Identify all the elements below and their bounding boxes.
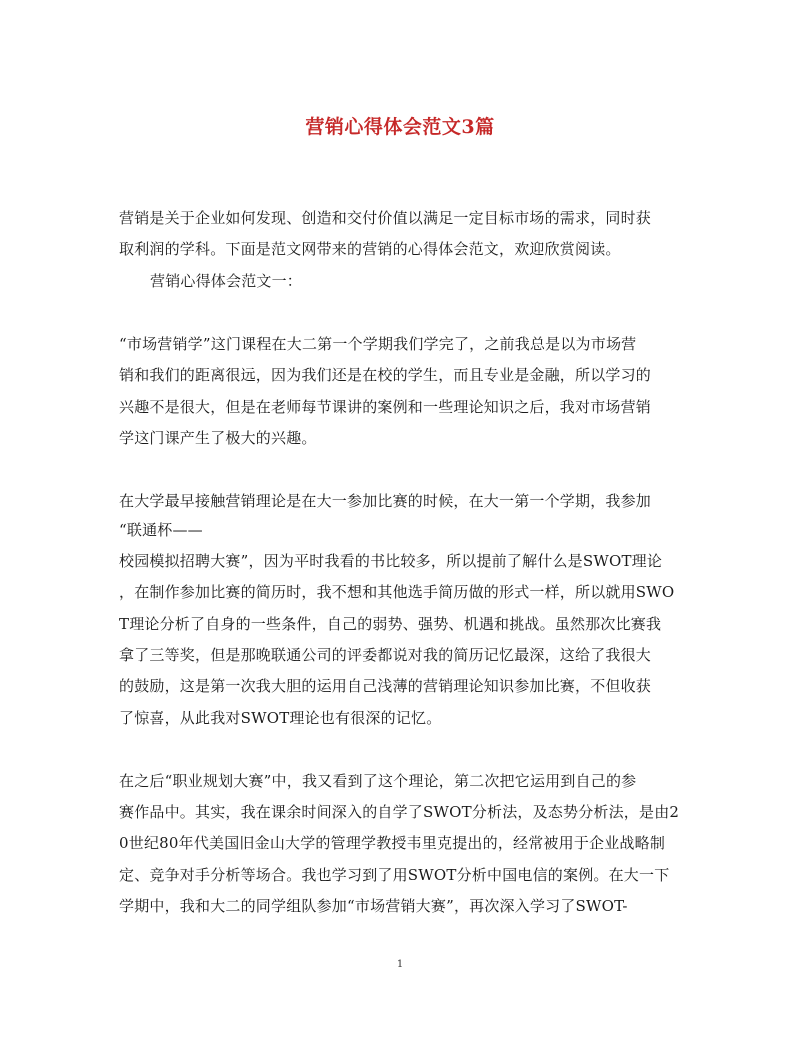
text-line: 在大学最早接触营销理论是在大一参加比赛的时候，在大一第一个学期，我参加 — [119, 492, 652, 510]
page-number: 1 — [396, 959, 404, 970]
text-line: T理论分析了自身的一些条件，自己的弱势、强势、机遇和挑战。虽然那次比赛我 — [119, 615, 662, 633]
text-line: 学期中，我和大二的同学组队参加“市场营销大赛”，再次深入学习了SWOT- — [119, 897, 628, 915]
text-line: 定、竞争对手分析等场合。我也学习到了用SWOT分析中国电信的案例。在大一下 — [119, 866, 670, 884]
text-line: 销和我们的距离很远，因为我们还是在校的学生，而且专业是金融，所以学习的 — [119, 366, 652, 384]
text-line: 拿了三等奖，但是那晚联通公司的评委都说对我的简历记忆最深，这给了我很大 — [119, 646, 652, 664]
text-line: ，在制作参加比赛的简历时，我不想和其他选手简历做的形式一样，所以就用SWO — [119, 583, 675, 601]
text-line: 的鼓励，这是第一次我大胆的运用自己浅薄的营销理论知识参加比赛，不但收获 — [119, 677, 652, 695]
section-heading: 营销心得体会范文一： — [150, 272, 303, 290]
text-line: 赛作品中。其实，我在课余时间深入的自学了SWOT分析法，及态势分析法，是由2 — [119, 803, 680, 821]
text-line: 营销是关于企业如何发现、创造和交付价值以满足一定目标市场的需求，同时获 — [119, 209, 652, 227]
text-line: 了惊喜，从此我对SWOT理论也有很深的记忆。 — [119, 709, 442, 727]
text-line: “市场营销学”这门课程在大二第一个学期我们学完了，之前我总是以为市场营 — [119, 335, 637, 353]
text-line: 学这门课产生了极大的兴趣。 — [119, 429, 317, 447]
text-line: 兴趣不是很大，但是在老师每节课讲的案例和一些理论知识之后，我对市场营销 — [119, 398, 652, 416]
text-line: “联通杯—— — [119, 521, 203, 539]
text-line: 取利润的学科。下面是范文网带来的营销的心得体会范文，欢迎欣赏阅读。 — [119, 240, 621, 258]
text-line: 校园模拟招聘大赛”，因为平时我看的书比较多，所以提前了解什么是SWOT理论 — [119, 552, 663, 570]
document-title: 营销心得体会范文3篇 — [305, 116, 495, 138]
text-line: 0世纪80年代美国旧金山大学的管理学教授韦里克提出的，经常被用于企业战略制 — [119, 834, 666, 852]
text-line: 在之后“职业规划大赛”中，我又看到了这个理论，第二次把它运用到自己的参 — [119, 772, 637, 790]
